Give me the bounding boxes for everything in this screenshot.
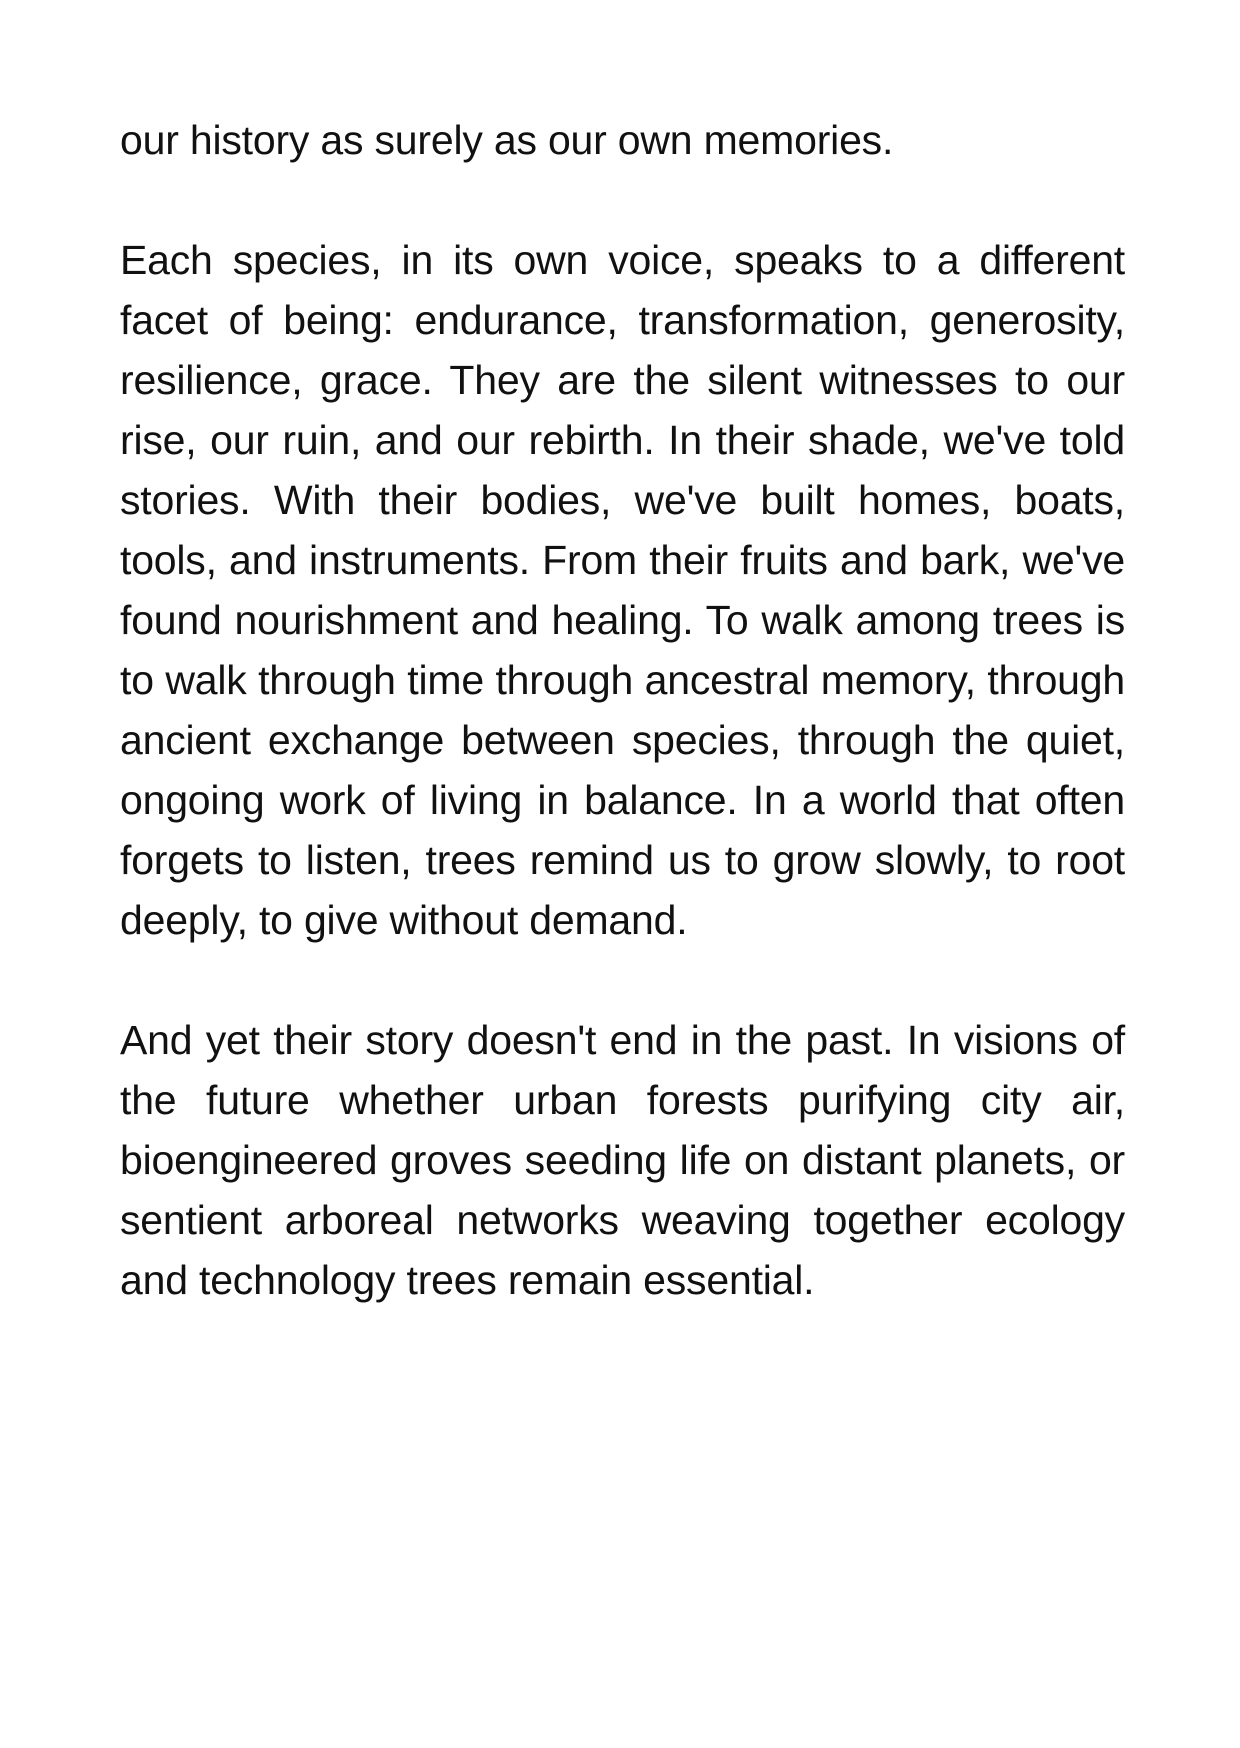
paragraph-species: Each species, in its own voice, speaks to a different facet of being: endurance, transformation, generosity, resilience, grace. They are the silent witnesses to our rise, our ruin, and our rebirth. In their shade, we've told stories. With their bodies, we've built homes, boats, tools, and instruments. From their fruits and bark, we've found nourishment and healing. To walk among trees is to walk through time through ancestral memory, through ancient exchange between species, through the quiet, ongoing work of living in balance. In a world that often forgets to listen, trees remind us to grow slowly, to root deeply, to give without demand.	[120, 237, 1125, 943]
paragraph-future: And yet their story doesn't end in the past. In visions of the future whether urban forests purifying city air, bioengineered groves seeding life on distant planets, or sentient arboreal networks weaving together ecology and technology trees remain essential.	[120, 1017, 1125, 1303]
body-text	[120, 110, 1125, 1310]
paragraph-continuation: our history as surely as our own memories.	[120, 117, 894, 163]
